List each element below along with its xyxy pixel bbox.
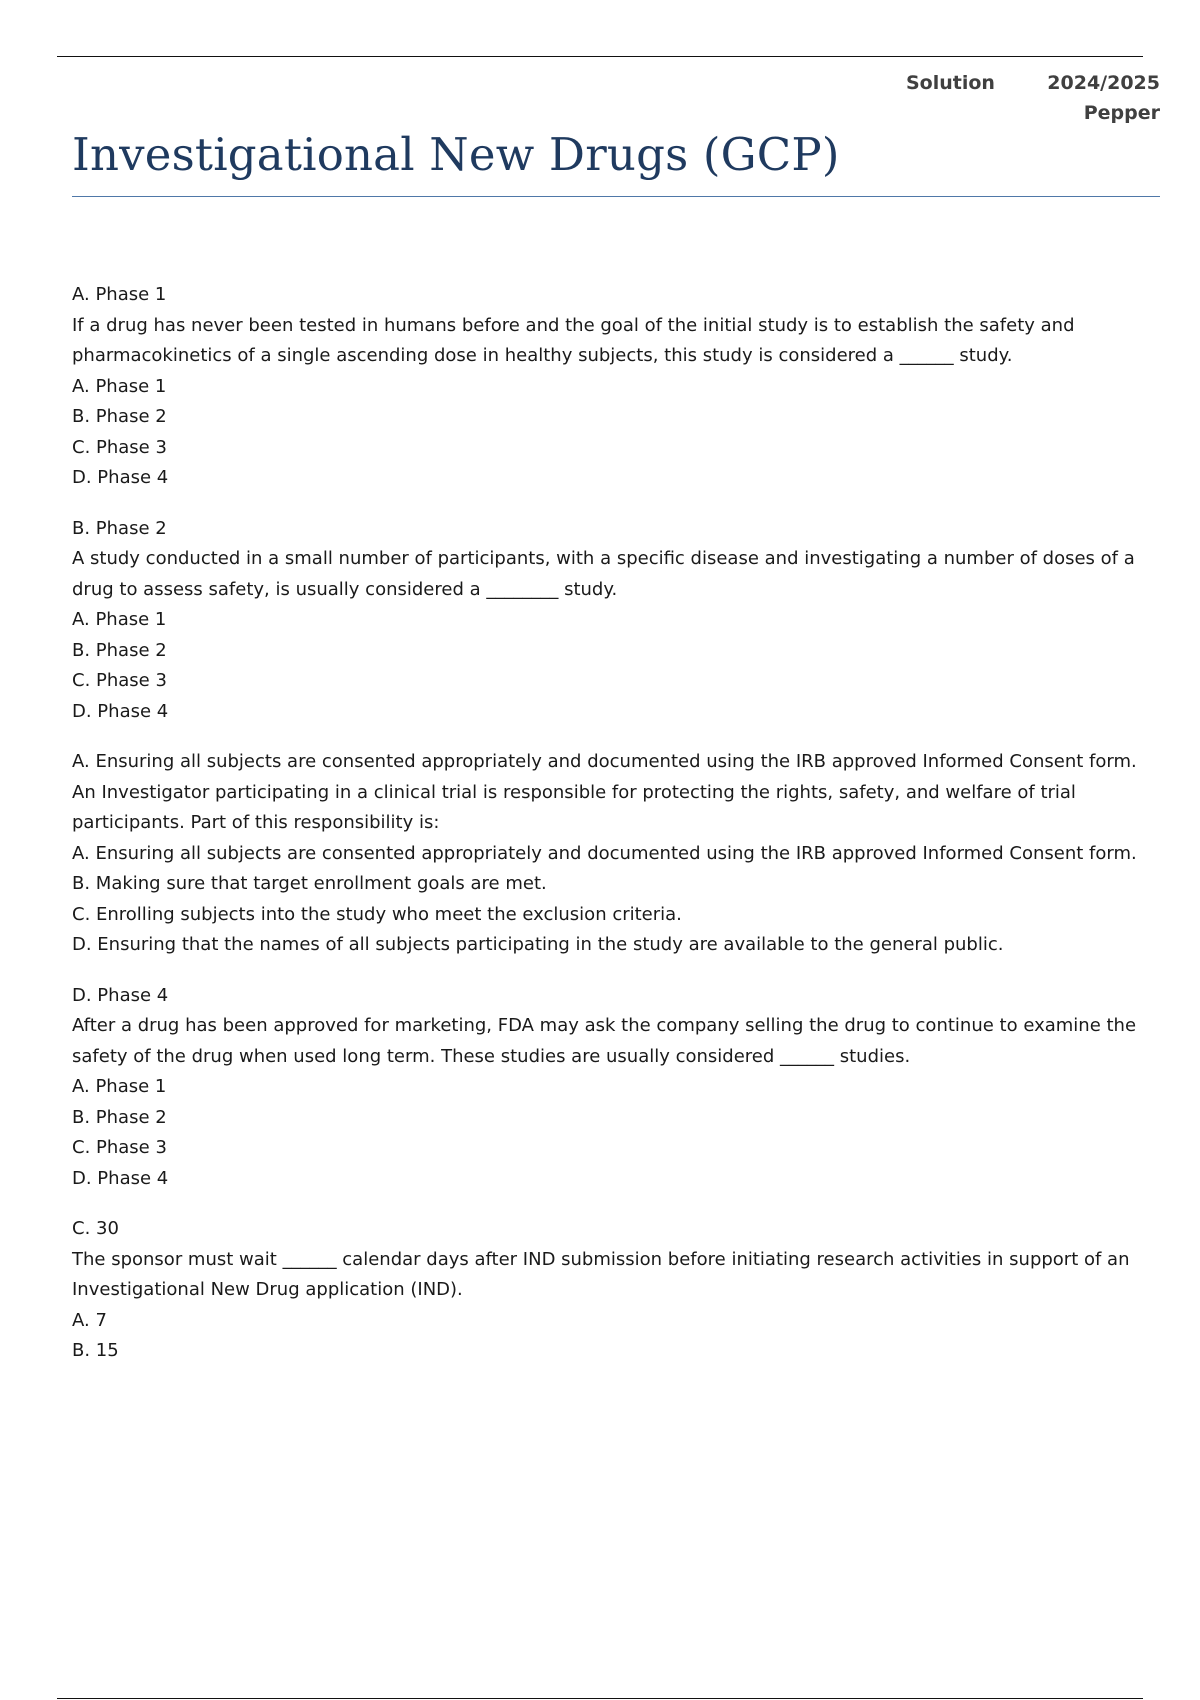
option-line: A. Phase 1 — [72, 1076, 167, 1097]
option-line: C. Enrolling subjects into the study who meet the exclusion criteria. — [72, 903, 682, 925]
question-text: After a drug has been approved for marketing, FDA may ask the company selling the drug to continue to examine the safety of the drug when used long term. These studies are usually considered ______ studies. — [72, 1015, 1137, 1067]
option-line: D. Phase 4 — [72, 1167, 169, 1189]
bottom-rule — [57, 1698, 1143, 1699]
option-line: B. Phase 2 — [72, 1106, 167, 1128]
header-author: Pepper — [1083, 102, 1160, 124]
qa-block — [72, 981, 1142, 1195]
option-line: A. Ensuring all subjects are consented appropriately and documented using the IRB approved Informed Consent form. — [72, 842, 1137, 864]
qa-block — [72, 1214, 1142, 1367]
option-line: B. Phase 2 — [72, 639, 167, 661]
answer-line: A. Ensuring all subjects are consented appropriately and documented using the IRB approved Informed Consent form. — [72, 751, 1137, 772]
option-line: C. Phase 3 — [72, 436, 167, 458]
document-body — [72, 280, 1142, 1387]
option-line: A. 7 — [72, 1309, 107, 1331]
top-rule — [57, 56, 1143, 57]
option-line: B. Making sure that target enrollment goals are met. — [72, 873, 547, 894]
question-text: An Investigator participating in a clinical trial is responsible for protecting the rights, safety, and welfare of trial participants. Part of this responsibility is: — [72, 781, 1076, 833]
option-line: C. Phase 3 — [72, 670, 167, 691]
option-line: D. Ensuring that the names of all subjects participating in the study are available to the general public. — [72, 934, 1004, 955]
answer-line: B. Phase 2 — [72, 517, 167, 539]
title-underline — [72, 196, 1160, 197]
answer-line: D. Phase 4 — [72, 984, 169, 1006]
option-line: B. Phase 2 — [72, 406, 167, 427]
qa-block — [72, 747, 1142, 961]
document-title: Investigational New Drugs (GCP) — [72, 128, 840, 181]
answer-line: C. 30 — [72, 1218, 119, 1239]
question-text: The sponsor must wait ______ calendar days after IND submission before initiating research activities in support of an Investigational New Drug application (IND). — [72, 1248, 1130, 1300]
qa-block — [72, 280, 1142, 494]
qa-block — [72, 514, 1142, 728]
option-line: D. Phase 4 — [72, 700, 169, 722]
answer-line: A. Phase 1 — [72, 284, 167, 305]
question-text: A study conducted in a small number of participants, with a specific disease and investigating a number of doses of a drug to assess safety, is usually considered a ________ study. — [72, 548, 1135, 600]
option-line: A. Phase 1 — [72, 375, 167, 397]
question-text: If a drug has never been tested in humans before and the goal of the initial study is to establish the safety and pharmacokinetics of a single ascending dose in healthy subjects, this study is considered a ______ study. — [72, 314, 1075, 366]
header-label: Solution — [906, 72, 995, 94]
option-line: A. Phase 1 — [72, 609, 167, 630]
option-line: D. Phase 4 — [72, 467, 169, 488]
option-line: C. Phase 3 — [72, 1137, 167, 1158]
header-year: 2024/2025 — [1047, 72, 1160, 94]
option-line: B. 15 — [72, 1340, 119, 1361]
